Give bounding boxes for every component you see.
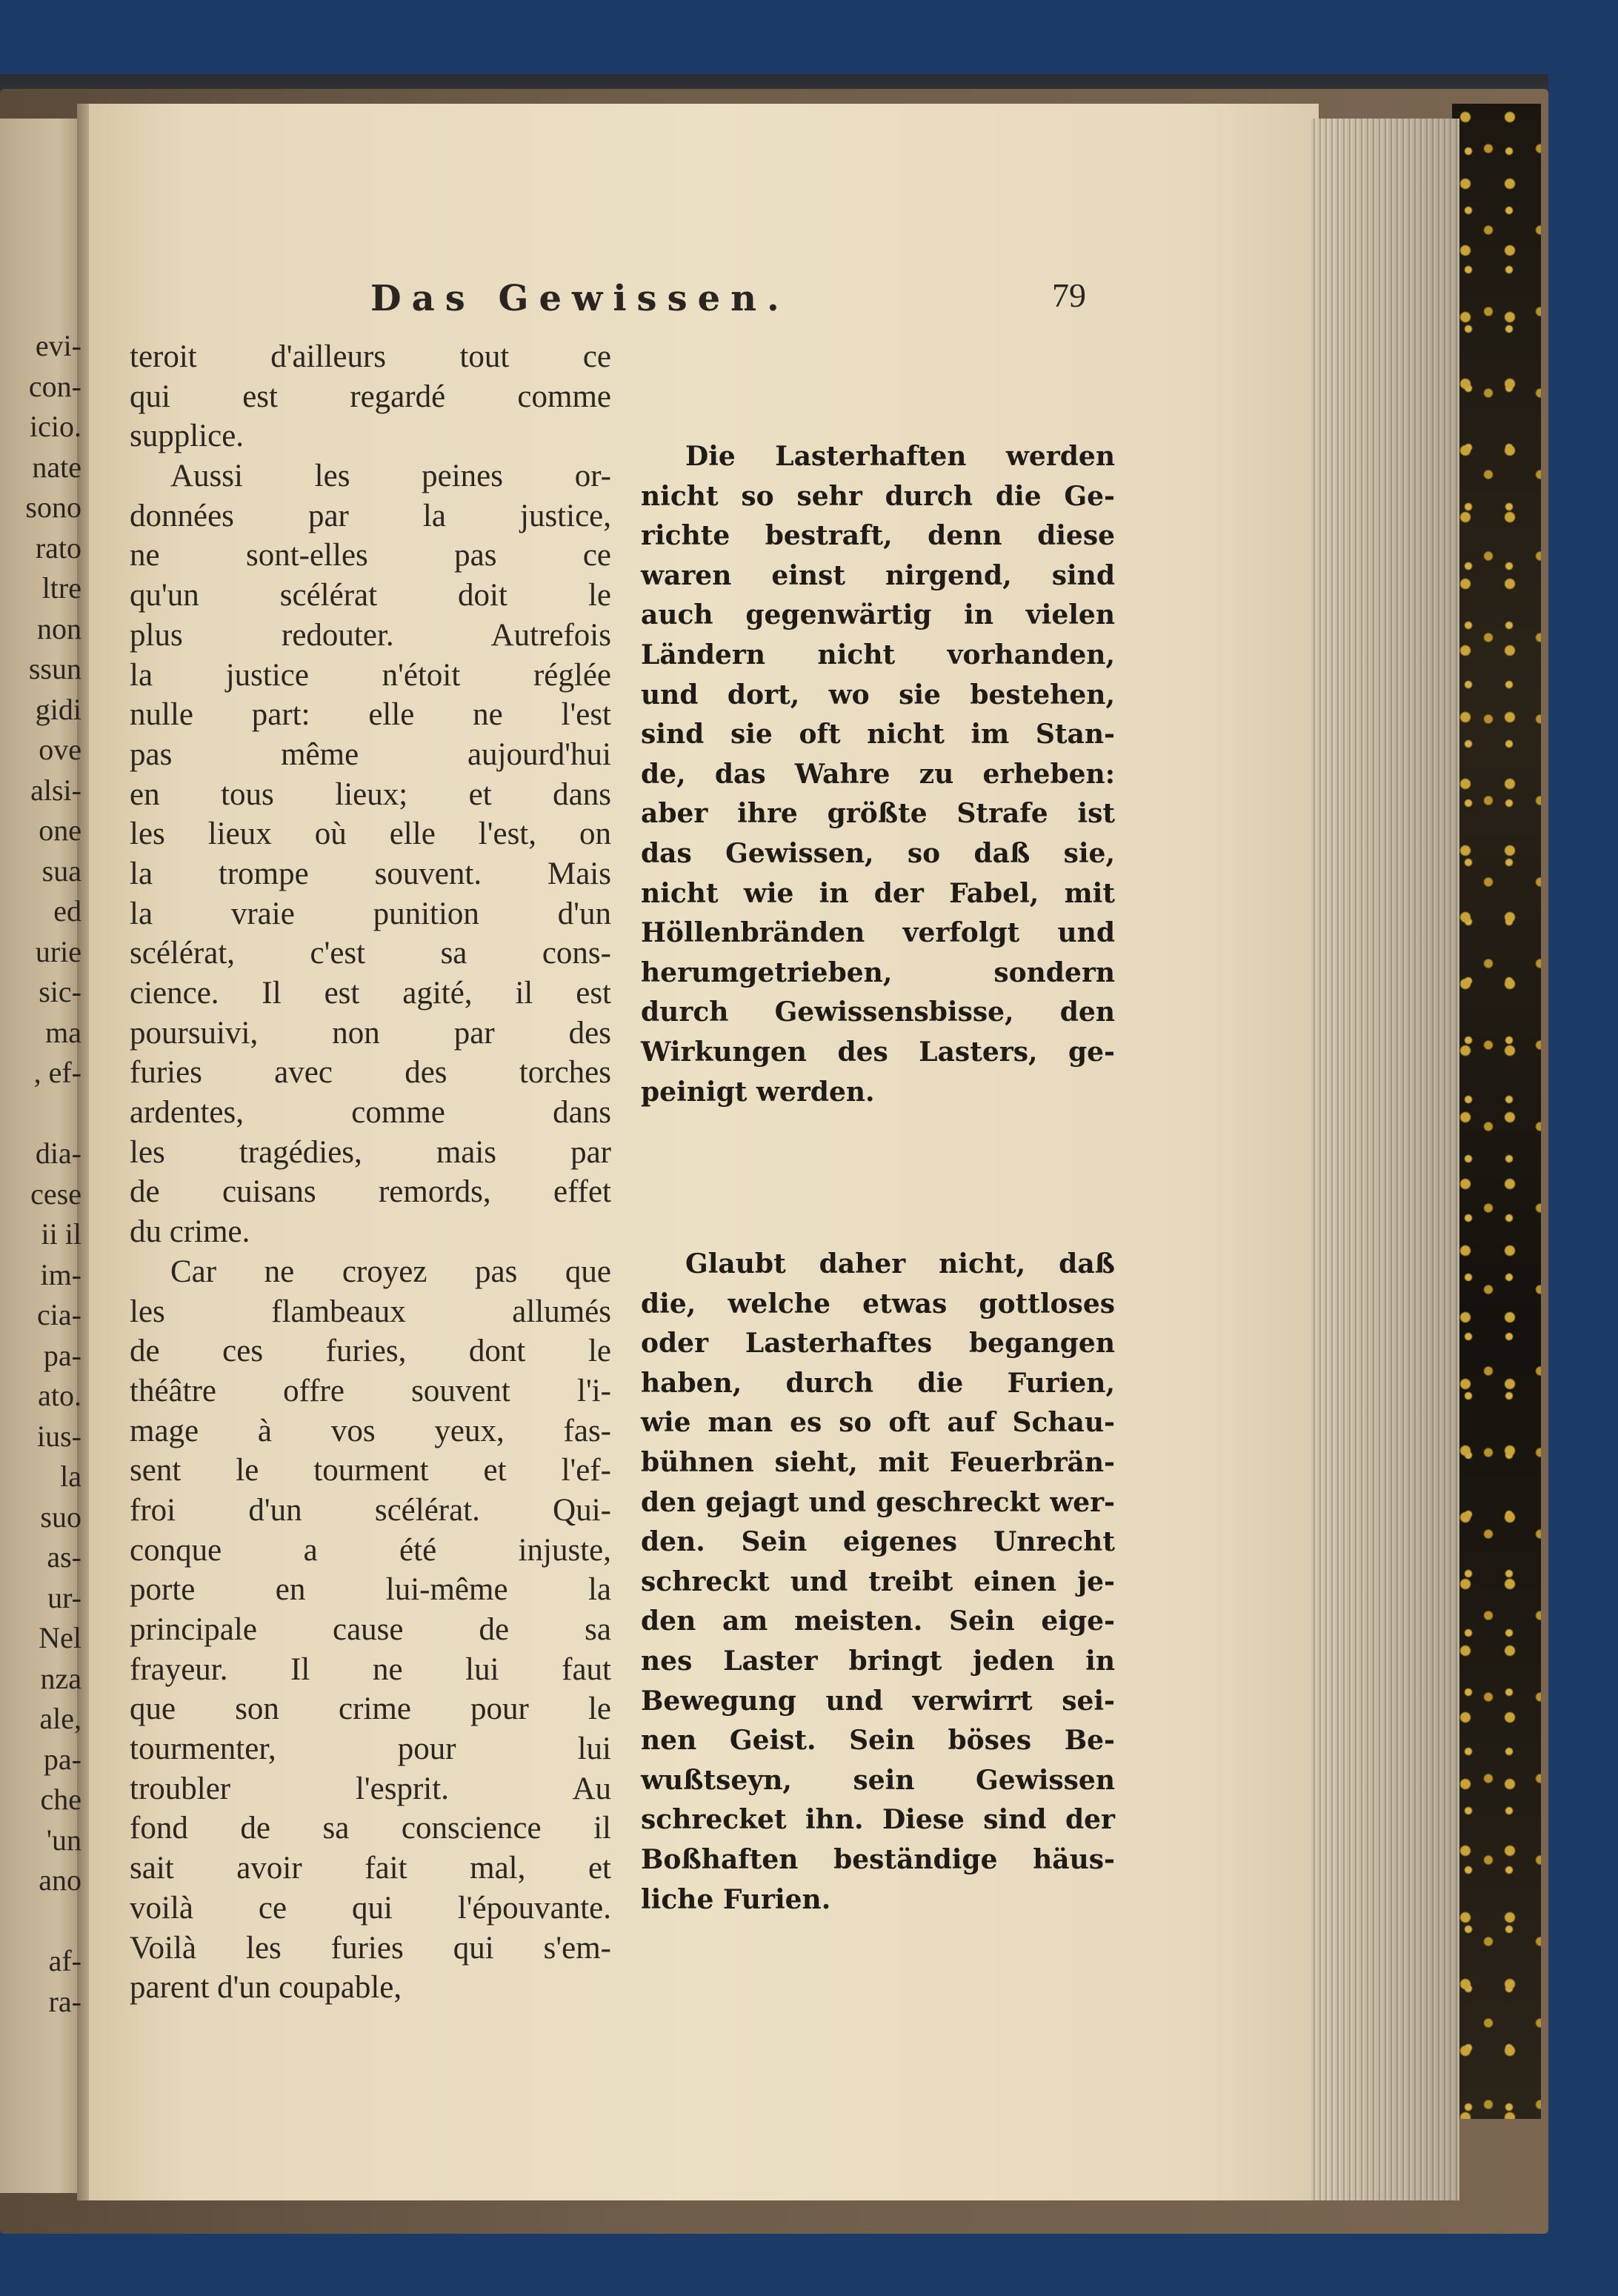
german-line: Ländern nicht vorhanden, (641, 639, 1115, 671)
french-line: Car ne croyez pas que (170, 1254, 611, 1289)
french-line: fond de sa conscience il (130, 1811, 611, 1846)
french-line: données par la justice, (130, 498, 611, 533)
german-line: Wirkungen des Lasters, ge- (641, 1036, 1115, 1068)
german-line: haben, durch die Furien, (641, 1367, 1115, 1399)
left-page-fragment: urie (35, 934, 81, 968)
german-line: den gejagt und geschreckt wer- (641, 1486, 1115, 1518)
french-line: qu'un scélérat doit le (130, 578, 611, 613)
french-line: supplice. (130, 419, 244, 454)
french-line: plus redouter. Autrefois (130, 617, 611, 653)
page-block-edges (1311, 119, 1459, 2200)
french-line: nulle part: elle ne l'est (130, 697, 611, 733)
german-line: liche Furien. (641, 1883, 831, 1915)
left-page-fragment: im- (40, 1257, 81, 1291)
german-line: wußtseyn, sein Gewissen (641, 1764, 1115, 1796)
german-line: Höllenbränden verfolgt und (641, 917, 1115, 949)
left-page-fragment: cia- (37, 1298, 81, 1331)
french-line: Voilà les furies qui s'em- (130, 1930, 611, 1966)
left-page-fragment: ur- (47, 1580, 81, 1614)
german-line: Die Lasterhaften werden (685, 441, 1115, 472)
marbled-cover-edge (1452, 104, 1541, 2119)
german-line: aber ihre größte Strafe ist (641, 798, 1115, 830)
french-line: ardentes, comme dans (130, 1095, 611, 1131)
left-page-fragment: ove (39, 733, 81, 766)
page-number: 79 (1052, 276, 1086, 314)
german-paragraph-1 (641, 437, 1115, 1112)
german-line: richte bestraft, denn diese (641, 520, 1115, 552)
french-line: mage à vos yeux, fas- (130, 1413, 611, 1448)
french-line: les lieux où elle l'est, on (130, 816, 611, 852)
left-page-fragment: gidi (35, 692, 81, 726)
german-line: den. Sein eigenes Unrecht (641, 1526, 1115, 1558)
german-line: herumgetrieben, sondern (641, 956, 1115, 988)
german-paragraph-2 (641, 1245, 1115, 1920)
left-page-fragment: ssun (28, 652, 81, 685)
german-line: durch Gewissensbisse, den (641, 996, 1115, 1028)
left-page-fragment: nza (40, 1661, 81, 1695)
left-page-fragment: one (39, 813, 81, 847)
french-line: les flambeaux allumés (130, 1294, 611, 1329)
german-line: wie man es so oft auf Schau- (641, 1407, 1115, 1439)
french-line: la vraie punition d'un (130, 896, 611, 931)
french-line: cience. Il est agité, il est (130, 976, 611, 1011)
german-line: Bewegung und verwirrt sei- (641, 1685, 1115, 1717)
german-line: waren einst nirgend, sind (641, 559, 1115, 591)
running-header-title: Das Gewissen. (370, 278, 790, 319)
german-line: nen Geist. Sein böses Be- (641, 1725, 1115, 1757)
left-page-text-fragments (0, 326, 81, 2022)
german-line: nicht wie in der Fabel, mit (641, 877, 1115, 909)
german-line: nicht so sehr durch die Ge- (641, 480, 1115, 512)
left-page-fragment: dia- (35, 1137, 81, 1170)
left-page-fragment: as- (47, 1540, 81, 1574)
french-line: les tragédies, mais par (130, 1134, 611, 1170)
left-page-fragment: sono (25, 490, 81, 524)
german-line: oder Lasterhaftes begangen (641, 1328, 1115, 1360)
french-line: la justice n'étoit réglée (130, 657, 611, 693)
left-page-fragment: ato. (38, 1379, 81, 1412)
left-page-fragment (0, 1094, 81, 1134)
german-line: sind sie oft nicht im Stan- (641, 719, 1115, 751)
german-line: schrecket ihn. Diese sind der (641, 1804, 1115, 1836)
french-line: de ces furies, dont le (130, 1334, 611, 1369)
left-page-fragment: nate (32, 450, 81, 484)
french-line: ne sont-elles pas ce (130, 538, 611, 573)
left-page-fragment: che (40, 1783, 81, 1816)
left-page-fragment: la (60, 1460, 81, 1493)
french-line: voilà ce qui l'épouvante. (130, 1890, 611, 1926)
french-line: du crime. (130, 1214, 250, 1250)
french-line: conque a été injuste, (130, 1532, 611, 1568)
left-page-fragment: sua (41, 853, 81, 888)
left-page-fragment: ius- (37, 1419, 81, 1453)
french-line: Aussi les peines or- (170, 459, 611, 494)
french-line: sait avoir fait mal, et (130, 1851, 611, 1886)
french-line: pas même aujourd'hui (130, 736, 611, 772)
french-line: poursuivi, non par des (130, 1015, 611, 1051)
french-line: teroit d'ailleurs tout ce (130, 339, 611, 374)
german-line: peinigt werden. (641, 1076, 875, 1108)
french-line: qui est regardé comme (130, 379, 611, 414)
left-page-fragment: ra- (48, 1984, 81, 2018)
french-line: tourmenter, pour lui (130, 1731, 611, 1767)
left-page-fragment: pa- (43, 1338, 81, 1372)
german-line: Boßhaften beständige häus- (641, 1843, 1115, 1875)
left-page-fragment: ii il (41, 1217, 81, 1251)
left-page-fragment: rato (35, 530, 81, 565)
left-page-fragment: evi- (35, 329, 81, 362)
french-line: scélérat, c'est sa cons- (130, 936, 611, 971)
german-line: die, welche etwas gottloses (641, 1288, 1115, 1320)
french-line: en tous lieux; et dans (130, 776, 611, 812)
left-page-fragment: ed (53, 894, 81, 928)
german-line: den am meisten. Sein eige- (641, 1605, 1115, 1637)
left-page-fragment: cese (30, 1177, 81, 1211)
french-line: la trompe souvent. Mais (130, 856, 611, 891)
french-line: parent d'un coupable, (130, 1970, 402, 2006)
left-page-fragment: icio. (30, 410, 81, 443)
french-line: troubler l'esprit. Au (130, 1771, 611, 1806)
german-line: nes Laster bringt jeden in (641, 1645, 1115, 1677)
left-page-fragment: ano (39, 1863, 81, 1897)
german-line: Glaubt daher nicht, daß (685, 1248, 1115, 1280)
left-page-fragment: ale, (39, 1702, 81, 1735)
left-page-fragment: ltre (41, 571, 81, 605)
french-text-column (130, 337, 611, 2008)
german-line: bühnen sieht, mit Feuerbrän- (641, 1446, 1115, 1478)
left-page-fragment: alsi- (30, 773, 81, 807)
left-page-fragment: sic- (39, 975, 81, 1008)
french-line: de cuisans remords, effet (130, 1174, 611, 1210)
left-page-fragment: ma (45, 1015, 81, 1049)
left-page-fragment (0, 1901, 81, 1942)
german-line: schreckt und treibt einen je- (641, 1565, 1115, 1597)
german-line: und dort, wo sie bestehen, (641, 679, 1115, 711)
french-line: frayeur. Il ne lui faut (130, 1651, 611, 1687)
left-page-fragment: pa- (43, 1742, 81, 1776)
french-line: froi d'un scélérat. Qui- (130, 1492, 611, 1528)
french-line: principale cause de sa (130, 1612, 611, 1647)
left-page-fragment: af- (48, 1944, 81, 1977)
german-line: de, das Wahre zu erheben: (641, 758, 1115, 790)
french-line: porte en lui-même la (130, 1572, 611, 1608)
german-line: das Gewissen, so daß sie, (641, 837, 1115, 869)
french-line: théâtre offre souvent l'i- (130, 1373, 611, 1408)
left-page-fragment: Nel (39, 1621, 81, 1654)
left-page-fragment: con- (28, 369, 81, 403)
left-page-fragment: suo (40, 1500, 81, 1534)
left-page-fragment: 'un (46, 1823, 81, 1857)
french-line: sent le tourment et l'ef- (130, 1453, 611, 1488)
french-line: que son crime pour le (130, 1691, 611, 1727)
left-page-fragment: , ef- (33, 1056, 81, 1089)
left-page-fragment: non (37, 611, 81, 645)
french-line: furies avec des torches (130, 1055, 611, 1091)
german-line: auch gegenwärtig in vielen (641, 599, 1115, 631)
